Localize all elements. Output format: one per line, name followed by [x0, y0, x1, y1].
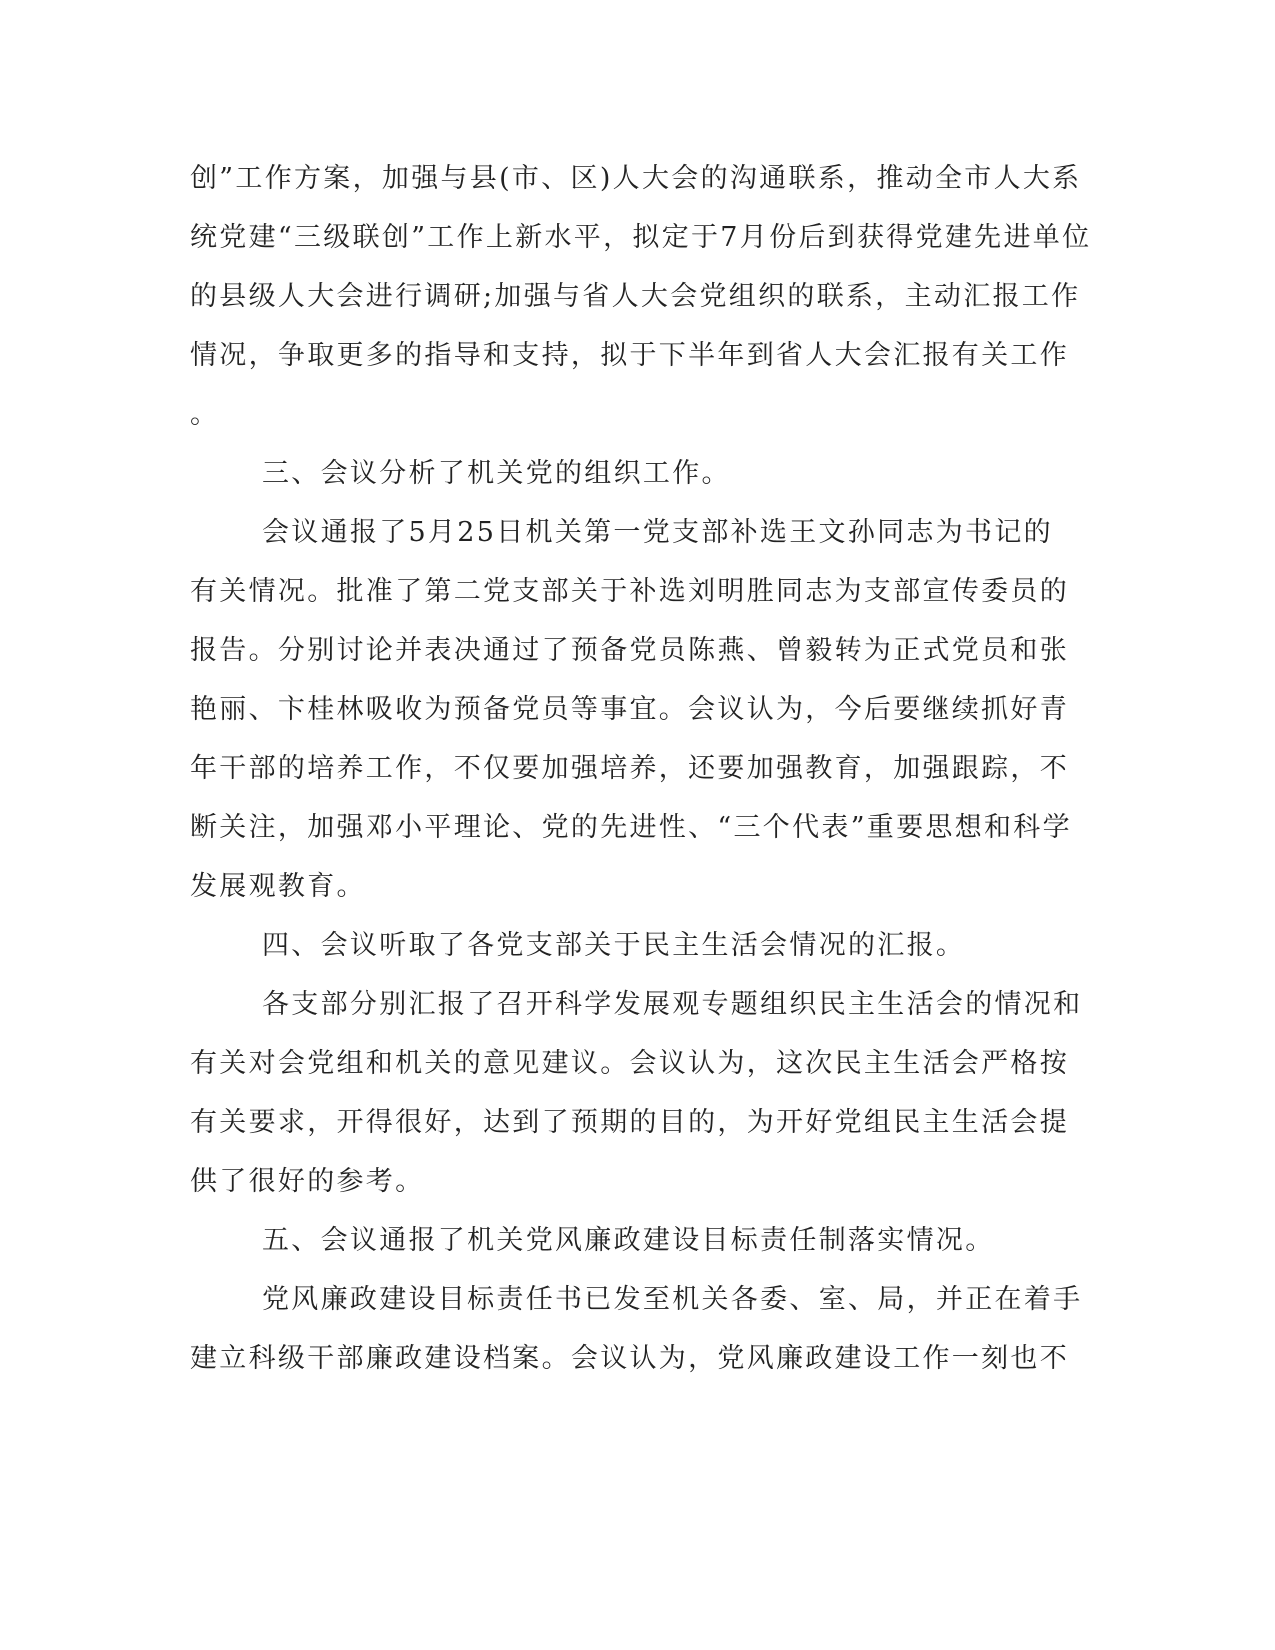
section-heading: 四、会议听取了各党支部关于民主生活会情况的汇报。	[262, 930, 966, 961]
text-line: 统党建“三级联创”工作上新水平，拟定于7月份后到获得党建先进单位	[190, 222, 1092, 253]
text-line: 供了很好的参考。	[190, 1166, 425, 1197]
text-line: 年干部的培养工作，不仅要加强培养，还要加强教育，加强跟踪，不	[190, 753, 1069, 784]
text-line: 发展观教育。	[190, 871, 366, 902]
text-line: 的县级人大会进行调研;加强与省人大会党组织的联系，主动汇报工作	[190, 281, 1081, 312]
text-line: 创”工作方案，加强与县(市、区)人大会的沟通联系，推动全市人大系	[190, 163, 1082, 194]
text-line: 。	[190, 399, 220, 430]
section-heading: 五、会议通报了机关党风廉政建设目标责任制落实情况。	[262, 1225, 995, 1256]
text-line: 各支部分别汇报了召开科学发展观专题组织民主生活会的情况和	[262, 989, 1083, 1020]
section-heading: 三、会议分析了机关党的组织工作。	[262, 458, 731, 489]
text-line: 有关要求，开得很好，达到了预期的目的，为开好党组民主生活会提	[190, 1107, 1069, 1138]
text-line: 会议通报了5月25日机关第一党支部补选王文孙同志为书记的	[262, 517, 1053, 548]
text-line: 有关对会党组和机关的意见建议。会议认为，这次民主生活会严格按	[190, 1048, 1069, 1079]
text-line: 报告。分别讨论并表决通过了预备党员陈燕、曾毅转为正式党员和张	[190, 635, 1069, 666]
text-line: 建立科级干部廉政建设档案。会议认为，党风廉政建设工作一刻也不	[190, 1343, 1069, 1374]
text-line: 艳丽、卞桂林吸收为预备党员等事宜。会议认为，今后要继续抓好青	[190, 694, 1069, 725]
text-line: 情况，争取更多的指导和支持，拟于下半年到省人大会汇报有关工作	[190, 340, 1069, 371]
text-line: 党风廉政建设目标责任书已发至机关各委、室、局，并正在着手	[262, 1284, 1083, 1315]
text-line: 有关情况。批准了第二党支部关于补选刘明胜同志为支部宣传委员的	[190, 576, 1069, 607]
text-line: 断关注，加强邓小平理论、党的先进性、“三个代表”重要思想和科学	[190, 812, 1072, 843]
